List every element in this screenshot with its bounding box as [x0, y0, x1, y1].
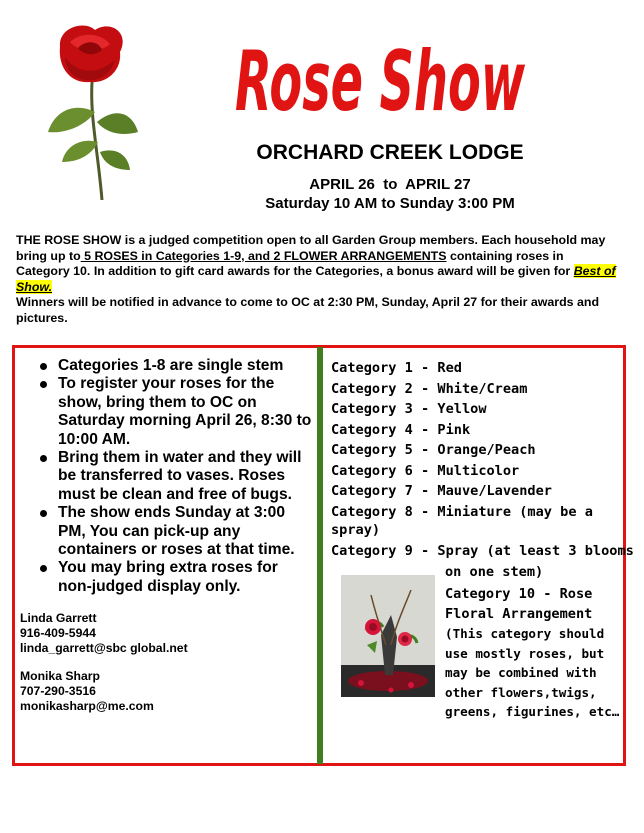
category-3: Category 3 - Yellow — [331, 401, 487, 417]
column-divider — [317, 347, 323, 764]
time-range: Saturday 10 AM to Sunday 3:00 PM — [265, 195, 515, 212]
contact-monika — [20, 669, 154, 714]
event-dates — [170, 175, 610, 213]
category-7: Category 7 - Mauve/Lavender — [331, 483, 552, 499]
list-item: Categories 1-8 are single stem — [18, 357, 314, 375]
category-8: Category 8 - Miniature (may be a — [331, 503, 593, 520]
category-1: Category 1 - Red — [331, 360, 462, 376]
contact-email: linda_garrett@sbc global.net — [20, 641, 188, 655]
category-9-cont: on one stem) — [445, 564, 544, 580]
category-list — [331, 358, 621, 522]
category-2: Category 2 - White/Cream — [331, 380, 528, 397]
floral-arrangement-photo — [341, 575, 435, 697]
category-9: Category 9 - Spray (at least 3 blooms — [331, 543, 634, 559]
rules-list — [18, 357, 314, 596]
category-10-note: (This category should use mostly roses, but may be combined with other flowers,twigs, greens, figurines, etc… — [445, 626, 620, 719]
intro-text-b: containing roses in Category 10. In addition to gift card awards for the Categories, a bonus award will be given for — [16, 248, 574, 278]
contact-phone: 707-290-3516 — [20, 684, 96, 698]
bullet-icon — [40, 510, 47, 517]
bullet-icon — [40, 363, 47, 370]
intro-paragraph — [16, 233, 616, 326]
title-text: Rose Show — [234, 32, 526, 130]
contact-phone: 916-409-5944 — [20, 626, 96, 640]
intro-text-a: THE ROSE SHOW is a judged competition open to all Garden Group members. Each household may bring up to — [16, 233, 606, 263]
rose-illustration — [40, 22, 140, 202]
venue-heading: ORCHARD CREEK LODGE — [256, 141, 524, 164]
contact-name: Monika Sharp — [20, 669, 100, 683]
category-8-cont: spray) — [331, 522, 381, 538]
list-item: To register your roses for the show, bring them to OC on Saturday morning April 26, 8:30 to 10:00 AM. — [18, 375, 314, 449]
contact-name: Linda Garrett — [20, 611, 97, 625]
best-of-show-highlight: Best of Show. — [16, 264, 616, 294]
bullet-icon — [40, 455, 47, 462]
category-4: Category 4 - Pink — [331, 421, 471, 438]
category-5: Category 5 - Orange/Peach — [331, 442, 536, 458]
contact-linda — [20, 611, 188, 656]
bullet-icon — [40, 381, 47, 388]
page-title — [230, 18, 530, 128]
list-item: The show ends Sunday at 3:00 PM, You can pick-up any containers or roses at that time. — [18, 504, 314, 559]
list-item: You may bring extra roses for non-judged display only. — [18, 559, 314, 596]
winners-note: Winners will be notified in advance to come to OC at 2:30 PM, Sunday, April 27 for their awards and pictures. — [16, 295, 600, 325]
contact-email: monikasharp@me.com — [20, 699, 154, 713]
bullet-icon — [40, 565, 47, 572]
intro-limit-underlined: 5 ROSES in Categories 1-9, and 2 FLOWER ARRANGEMENTS — [80, 248, 447, 263]
category-6: Category 6 - Multicolor — [331, 462, 520, 479]
category-10: Category 10 - Rose Floral Arrangement — [445, 586, 593, 622]
list-item: Bring them in water and they will be transferred to vases. Roses must be clean and free of bugs. — [18, 449, 314, 504]
date-range: APRIL 26 to APRIL 27 — [309, 176, 471, 193]
